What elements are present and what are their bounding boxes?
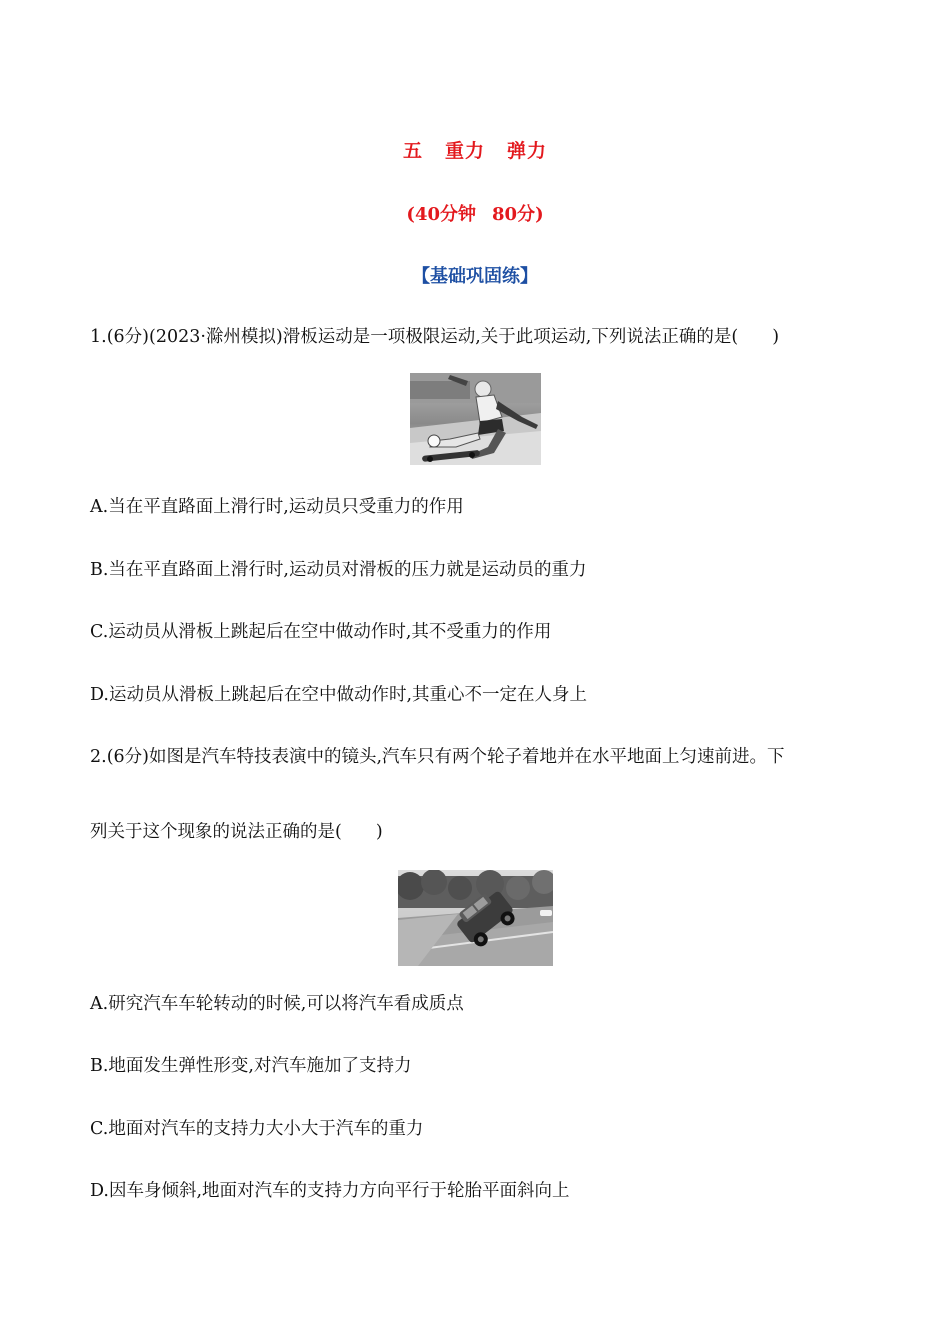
section-heading: 【基础巩固练】: [412, 266, 538, 287]
lesson-topic-gravity: 重力: [444, 140, 485, 162]
lesson-topic-elastic: 弹力: [507, 140, 548, 162]
question-2-option-b: B.地面发生弹性形变,对汽车施加了支持力: [90, 1056, 412, 1076]
lesson-number: 五: [402, 140, 423, 162]
question-1-option-d: D.运动员从滑板上跳起后在空中做动作时,其重心不一定在人身上: [90, 685, 588, 705]
time-minutes: 40分钟: [414, 204, 476, 225]
question-2-stem-line-2: 列关于这个现象的说法正确的是( ): [90, 822, 383, 842]
question-2-option-c: C.地面对汽车的支持力大小大于汽车的重力: [90, 1119, 424, 1139]
total-score: 80分: [492, 204, 536, 225]
stunt-car-photo: [398, 870, 553, 966]
question-1-option-a: A.当在平直路面上滑行时,运动员只受重力的作用: [90, 497, 464, 517]
skateboarder-photo: [410, 373, 541, 465]
question-2-option-d: D.因车身倾斜,地面对汽车的支持力方向平行于轮胎平面斜向上: [90, 1181, 570, 1201]
question-2-option-a: A.研究汽车车轮转动的时候,可以将汽车看成质点: [90, 994, 464, 1014]
question-1-option-c: C.运动员从滑板上跳起后在空中做动作时,其不受重力的作用: [90, 622, 552, 642]
question-1-stem: 1.(6分)(2023·滁州模拟)滑板运动是一项极限运动,关于此项运动,下列说法正确的是( ): [90, 327, 780, 347]
time-limit: (40分钟 80分): [406, 204, 544, 225]
question-1-option-b: B.当在平直路面上滑行时,运动员对滑板的压力就是运动员的重力: [90, 560, 587, 580]
lesson-title: [0, 136, 950, 163]
question-2-stem-line-1: 2.(6分)如图是汽车特技表演中的镜头,汽车只有两个轮子着地并在水平地面上匀速前进。下: [90, 747, 785, 767]
